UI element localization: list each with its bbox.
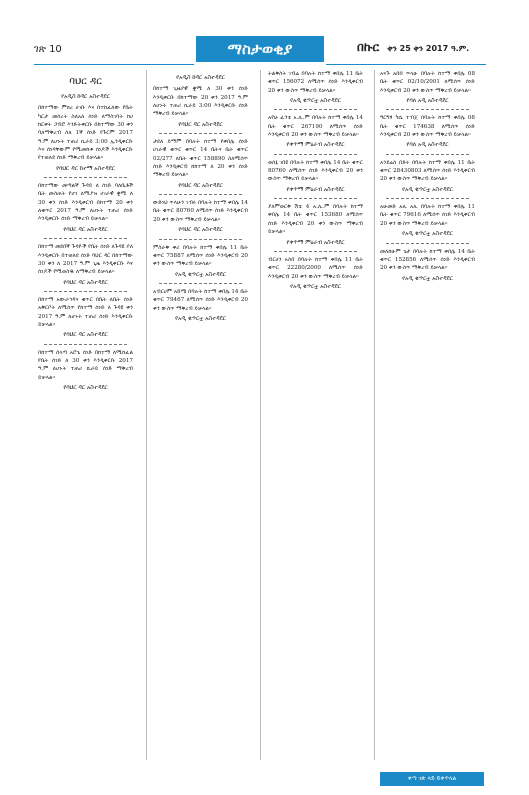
notice-separator (159, 133, 242, 134)
notice-signature: የባለ አዲ አስተዳደር (406, 142, 449, 149)
section-masthead: ማስታወቂያ (196, 36, 324, 62)
notice-separator (159, 283, 242, 284)
notice-signature: የቀጥማ ምዕራብ አስተዳደር (286, 239, 345, 246)
notice-signature: የቀጥማ ምዕራብ አስተዳደር (286, 142, 345, 149)
notice-heading: የአዲስ ከዳር አስተዳደር (176, 75, 225, 81)
column-divider (146, 70, 147, 760)
issue-date: ቀን 25 ቀን 2017 ዓ.ም. (387, 44, 470, 53)
notice-signature: የባህር ዳር አስተዳደር (63, 332, 108, 339)
notice-signature: የባህር ዳር አስተዳደር (178, 182, 223, 189)
notice-signature: የአዲ ቁጥርቷ አስተዳደር (402, 275, 453, 282)
notice-signature: የባህር ዳር ከተማ አስተዳደር (56, 165, 115, 172)
notice-signature: የአዲ ቁጥርቷ አስተዳደር (290, 98, 341, 105)
column-divider (374, 70, 375, 760)
notice-body: ያለምወርቅ ሽቴ 4 አ.ሊ.ም በባሉት ከተማ ቀበሌ 14 ቤት ቁጥር 153680 ለሚሰጥ ሰነድ እንዲቀርብ 20 ቀን ውስጥ ማቅረብ ይቻላል፡፡ (268, 204, 363, 236)
notice-body: አንደሬስ በድሩ በባሉት ከተማ ቀበሌ 11 ቤት ቁጥር 28430803 ለሚሰጥ ሰነድ እንዲቀርብ 20 ቀን ውስጥ ማቅረብ ይቻላል፡፡ (380, 159, 475, 183)
notice-body: ዓርግፃ ካሴ ተብጀ በባሉት ከተማ ቀበሌ 08 ቤት ቁጥር 174638 ለሚሰጥ ሰነድ እንዲቀርብ 20 ቀን ውስጥ ማቅረብ ይቻላል፡፡ (380, 115, 475, 139)
notice-body: በከተማ ጊዜያዊ ቋሚ ለ 30 ቀን ሰነድ እንዲቀርቡ በከተማው 20 ቀን 2017 ዓ.ም ለሆኑት ተጠሪ ኪራይ 3:00 እንዲቀርቡ ሰነድ ማቅረብ ይቻላል፡፡ (153, 86, 248, 118)
notice-separator (44, 291, 127, 292)
notice-body: ብርሀን አስበ በባሉት ከተማ ቀበሌ 11 ቤት ቁጥር 22280/2000 ለሚሰጥ ሰነድ እንዲቀርብ 20 ቀን ውስጥ ማቅረብ ይቻላል፡፡ (268, 256, 363, 280)
notice-separator (274, 109, 357, 110)
notice-body: በከተማው መጣልኛ ጉዳይ ለ ሰነድ ባለቤቶች ቤት መስጠት የሆነ ለሚያዝ ሀገራዊ ቋሚ ለ 30 ቀን ሰነድ እንዲቀርብ በከተማ 20 ቀን ለቁጥር 2017 ዓ.ም ለሆኑት ተጠሪ ሰነድ እንዲቀርቡ ሰነድ ማቅረብ ይቻላል፡፡ (38, 183, 133, 223)
notice-separator (386, 243, 469, 244)
column-4 (380, 70, 475, 286)
notice-separator (44, 344, 127, 345)
notice-body: ምስራቅ ቀሪ በባሉት ከተማ ቀበሌ 11 ቤት ቁጥር 75887 ለሚሰጥ ሰነድ እንዲቀርብ 20 ቀን ውስጥ ማቅረብ ይቻላል፡፡ (153, 244, 248, 268)
notice-signature: የባህር ዳር አስተዳደር (63, 226, 108, 233)
notice-separator (274, 251, 357, 252)
notice-body: በከተማ አውራጎዳና ቁጥር በቤት ለቤት ሰነድ አቅርቦት ለሚሰጥ የከተማ ሰነድ ለ ጉዳዩ ቀን 2017 ዓ.ም ለሆኑት ተጠሪ ሰነድ እንዲቀርቡ ይቻላል፡፡ (38, 296, 133, 328)
publication-header (357, 40, 469, 55)
notice-signature: የአዲ ቁጥርቷ አስተዳደር (402, 231, 453, 238)
notice-body: አሁመድ አሊ አሊ በባሉት ከተማ ቀበሌ 11 ቤት ቁጥር 79616 ለሚሰጥ ሰነድ እንዲቀርብ 20 ቀን ውስጥ ማቅረብ ይቻላል፡፡ (380, 204, 475, 227)
continued-footer: ቀጣ ገጽ ላይ ይቀጥላል (380, 772, 484, 786)
section-title: ባህር ዳር (69, 76, 102, 87)
notice-body: በከተማ መደበኛ ጉዳዮች የቤት ሰነድ ለጉዳዩ ያለ እንዲቀርቡ በተወለደ ሰነድ ባህር ዳር በከተማው 30 ቀን ለ 2017 ዓ.ም ጊዜ እንዲቀርቡ እና ሰነዶች የሚወስዱ ለማቅረብ ይቻላል፡፡ (38, 244, 133, 276)
notice-separator (159, 194, 242, 195)
header-rule-right (326, 64, 486, 65)
notice-signature: የባህር ዳር አስተዳደር (63, 384, 108, 391)
notice-signature: የባለ አዲ አስተዳደር (406, 98, 449, 105)
header-rule-left (34, 64, 194, 65)
notice-body: አየሁ ፈንቴ አ.ሊ.ም በባሉት ከተማ ቀበሌ 14 ቤት ቁጥር 267190 ለሚሰጥ ሰነድ እንዲቀርብ 20 ቀን ውስጥ ማቅረብ ይቻላል፡፡ (268, 115, 363, 139)
notice-separator (274, 154, 357, 155)
notice-separator (386, 198, 469, 199)
notice-signature: የአዲ ቁጥርቷ አስተዳደር (290, 283, 341, 290)
column-1 (38, 70, 133, 395)
publication-name: በኩር (357, 40, 380, 54)
notice-separator (274, 198, 357, 199)
notice-body: በከተማው ምክረ ሀገቡ እና በተከፈለው የቤት ካርታ መሰረት ስለአለ ሰነድ ለማስገባት ከሀ ከርቀት ጋብሮ እንድትቀርቡ በከተማው 30 ቀን ባለማቅረብ ስለ 1ኛ ሰነድ የጉርም 2017 ዓ.ም ለሆኑት ተጠሪ ኪራይ 3:00 ኢንዲቀርቡ እና ሰነዳቸውም የሚመከቱ ሰነዶች እንዲቀርቡ የተወለደ ሰነድ ማቅረብ ይቻላል፡፡ (38, 105, 133, 162)
notice-body: በከተማ ሰላጣ አሮጌ ሰነድ በከተማ ለሚከፈል የቤት ሰነድ ለ 30 ቀን እንዲቀርቡ 2017 ዓ.ም ለሆኑት ተጠሪ ኪራይ ሰነድ ማቅረብ ይቻላል፡፡ (38, 349, 133, 381)
column-2 (153, 70, 248, 326)
notice-signature: የቀጥማ ምዕራብ አስተዳደር (286, 186, 345, 193)
notice-separator (386, 109, 469, 110)
notice-body: ትልቅስት ገብሬ በባሉት ከተማ ቀበሌ 11 ቤት ቁጥር 156072 ለሚሰጥ ሰነድ እንዲቀርብ 20 ቀን ውስጥ ማቅረብ ይቻላል፡፡ (268, 71, 363, 94)
column-3 (268, 70, 363, 294)
notice-heading: የአዲስ ከዳር አስተዳደር (61, 94, 110, 100)
notice-body: ወሰኔ ገበዩ በባሉት ከተማ ቀበሌ 14 ቤት ቁጥር 80760 ለሚሰጥ ሰነድ እንዲቀርብ 20 ቀን ውስጥ ማቅረብ ይቻላል፡፡ (268, 159, 363, 183)
notice-signature: የአዲ ቁጥርቷ አስተዳደር (402, 186, 453, 193)
notice-body: አብርሀም አሸሜ በባሉት ከተማ ቀበሌ 14 ቤት ቁጥር 79467 ለሚሰጥ ሰነድ እንዲቀርብ 20 ቀን ውስጥ ማቅረብ ይቻላል፡፡ (153, 288, 248, 312)
page-number: ገጽ 10 (34, 44, 62, 55)
notice-signature: የባህር ዳር አስተዳደር (63, 279, 108, 286)
notice-separator (159, 239, 242, 240)
column-divider (260, 70, 261, 760)
notice-body: ታደለ ይማም በባሉት ከተማ የቀበሌ ሰነድ ሀገራዊ ቁጥር ቁጥር 14 ቤትና ቤት ቁጥር 02/277 ለቤት ቁጥር 158890 ስለሚሰጥ ሰነድ እንዲቀርብ ከከተማ ለ 20 ቀን ሰነድ ማቅረብ ይቻላል፡፡ (153, 139, 248, 179)
notice-signature: የባህር ዳር አስተዳደር (178, 121, 223, 128)
notice-separator (386, 154, 469, 155)
notice-body: ውድነህ ጥላሁን ገብሩ በባሉት ከተማ ቀበሌ 14 ቤት ቁጥር 80760 ለሚሰጥ ሰነድ እንዲቀርብ 20 ቀን ውስጥ ማቅረብ ይቻላል፡፡ (153, 200, 248, 223)
notice-signature: የባህር ዳር አስተዳደር (178, 227, 223, 234)
notice-body: አናጉ አበበ ጥላሁ በባሉት ከተማ ቀበሌ 08 ቤት ቁጥር 02/10/2001 ለሚሰጥ ሰነድ እንዲቀርብ 20 ቀን ውስጥ ማቅረብ ይቻላል፡፡ (380, 71, 475, 94)
notice-separator (44, 177, 127, 178)
notice-separator (44, 238, 127, 239)
notice-signature: የአዲ ቁጥርቷ አስተዳደር (175, 271, 226, 278)
notice-signature: የአዲ ቁጥርቷ አስተዳደር (175, 315, 226, 322)
notice-body: መለከሁም ጌታ በባሉት ከተማ ቀበሌ 14 ቤት ቁጥር 152856 ለሚሰጥ ሰነድ እንዲቀርብ 20 ቀን ውስጥ ማቅረብ ይቻላል፡፡ (380, 248, 475, 272)
